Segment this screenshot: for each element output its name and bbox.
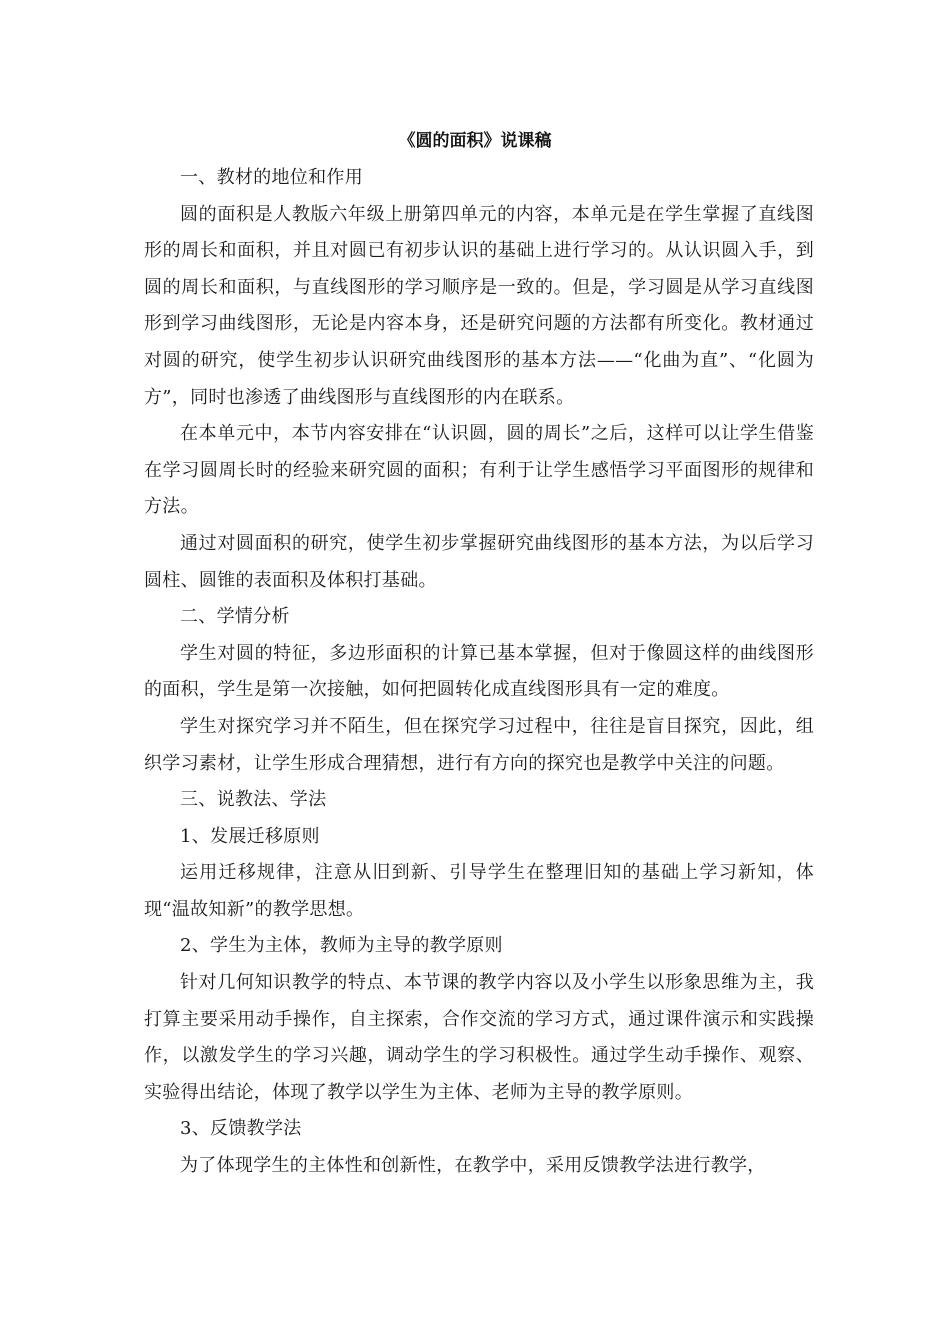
paragraph: 通过对圆面积的研究，使学生初步掌握研究曲线图形的基本方法，为以后学习圆柱、圆锥的表面积及体积打基础。 [144,532,814,591]
document-title: 《圆的面积》说课稿 [398,131,552,151]
paragraph: 学生对探究学习并不陌生，但在探究学习过程中，往往是盲目探究，因此，组织学习素材，让学生形成合理猜想，进行有方向的探究也是教学中关注的问题。 [144,715,814,774]
paragraph: 为了体现学生的主体性和创新性，在教学中，采用反馈教学法进行教学， [180,1155,766,1177]
subsection-heading-1: 1、发展迁移原则 [180,825,320,847]
section-heading-1: 一、教材的地位和作用 [180,167,363,188]
paragraph: 在本单元中，本节内容安排在“认识圆，圆的周长”之后，这样可以让学生借鉴在学习圆周长时的经验来研究圆的面积；有利于让学生感悟学习平面图形的规律和方法。 [144,423,814,518]
paragraph: 运用迁移规律，注意从旧到新、引导学生在整理旧知的基础上学习新知，体现“温故知新”的教学思想。 [144,862,814,920]
subsection-heading-2: 2、学生为主体，教师为主导的教学原则 [180,935,503,957]
paragraph: 学生对圆的特征，多边形面积的计算已基本掌握，但对于像圆这样的曲线图形的面积，学生是第一次接触，如何把圆转化成直线图形具有一定的难度。 [144,642,814,701]
section-heading-3: 三、说教法、学法 [180,789,327,811]
paragraph: 圆的面积是人教版六年级上册第四单元的内容，本单元是在学生掌握了直线图形的周长和面积，并且对圆已有初步认识的基础上进行学习的。从认识圆入手，到圆的周长和面积，与直线图形的学习顺序是一致的。但是，学习圆是从学习直线图形到学习曲线图形，无论是内容本身，还是研究问题的方法都有所变化。教材通过对圆的研究，使学生初步认识研究曲线图形的基本方法——“化曲为直”、“化圆为方”，同时也渗透了曲线图形与直线图形的内在联系。 [144,203,814,408]
document-body [144,160,814,1185]
paragraph: 针对几何知识教学的特点、本节课的教学内容以及小学生以形象思维为主，我打算主要采用动手操作，自主探索，合作交流的学习方式，通过课件演示和实践操作，以激发学生的学习兴趣，调动学生的学习积极性。通过学生动手操作、观察、实验得出结论，体现了教学以学生为主体、老师为主导的教学原则。 [144,972,814,1103]
section-heading-2: 二、学情分析 [180,606,290,628]
subsection-heading-3: 3、反馈教学法 [180,1118,302,1140]
